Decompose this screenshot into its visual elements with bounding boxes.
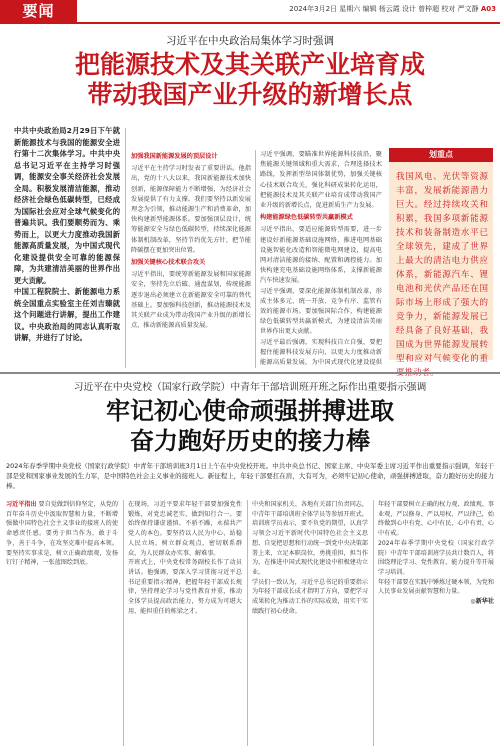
story1-col2-text2: 习近平指出，要统筹新能源发展和国家能源安全，坚持先立后破、通盘谋划，传统能源逐步退出必须建立在新能源安全可靠的替代基础上。要加强科技创新，推动能源技术及其关联产业成为带动我国产业升级的新增长点，推动新能源高质量发展。 — [131, 271, 251, 330]
story1-kicker: 习近平在中央政治局集体学习时强调 — [166, 35, 334, 47]
story1-headline-line2: 带动我国产业升级的新增长点 — [87, 80, 413, 109]
page-number: A03 — [480, 5, 496, 13]
column-divider — [373, 500, 374, 746]
column-divider — [125, 128, 126, 368]
story2-col4-text: 年轻干部要树立正确的权力观、政绩观、事业观，严以修身、严以用权、严以律己，始终做到心中有党、心中有民、心中有责、心中有戒。 2024年春季学期中央党校（国家行政学院）中青年干部培训班学员共计数百人，将围绕理论学习、党性教育、能力提升等开展学习培训。 年轻干部要在实践中锤炼过硬本领，为党和人民事业发展贡献智慧和力量。 — [378, 501, 494, 596]
top-rule — [0, 22, 500, 24]
story1-headline — [0, 50, 500, 110]
story1-column-2 — [131, 150, 251, 368]
story2-byline: ◎新华社 — [470, 598, 494, 606]
story2-kicker: 习近平在中央党校（国家行政学院）中青年干部培训班开班之际作出重要指示强调 — [73, 382, 427, 393]
story2-headline-line2: 奋力跑好历史的接力棒 — [130, 426, 370, 455]
story1-column-3 — [260, 150, 382, 368]
story2-column-4 — [378, 500, 494, 746]
story1-col3-text1: 习近平强调，要瞄准世界能源科技前沿，聚焦能源关键领域和重大需求，合理选择技术路线，发挥新型举国体制优势，加强关键核心技术联合攻关，强化科研成果转化运用，把能源技术及其关联产业培育成带动我国产业升级的新增长点，促进新质生产力发展。 — [260, 151, 382, 210]
column-divider — [123, 500, 124, 746]
story1-subhead-1: 加强我国新能源发展的顶层设计 — [131, 153, 218, 160]
story2-col2-text: 在现场，习近平要求年轻干部要加强党性锻炼，对党忠诚老实，做到知行合一。要始终保持谦虚谨慎、不骄不躁，永葆共产党人的本色。要坚持以人民为中心，站稳人民立场，树立群众观点，密切联系群众，为人民群众办实事、解难事。 开班式上，中央党校常务副校长作了动员讲话。他强调，要深入学习贯彻习近平总书记重要指示精神，把握年轻干部成长规律，坚持理论学习与党性教育并重，推动全体学员提高政治能力，努力成为可堪大用、能担重任的栋梁之才。 — [128, 501, 242, 615]
section-tag: 要闻 — [0, 0, 77, 22]
column-divider — [255, 150, 256, 368]
masthead — [0, 0, 500, 22]
story2-headline-line1: 牢记初心使命顽强拼搏进取 — [106, 396, 394, 425]
story2-col1-text: 要自觉做到信仰坚定，从党的百年奋斗历史中汲取智慧和力量，不断增强做中国特色社会主义事业的接班人的使命感责任感。要勇于担当作为，敢于斗争，善于斗争，在攻坚克难中提高本领。要坚持实事求是，树立正确政绩观，发扬钉钉子精神，一张蓝图绘到底。 — [6, 501, 118, 567]
sidebar-text: 我国风电、光伏等资源丰富，发展新能源潜力巨大。经过持续攻关和积累，我国多项新能源技术和装备制造水平已全球领先，建成了世界上最大的清洁电力供应体系，新能源汽车、锂电池和光伏产品还在国际市场上形成了强大的竞争力，新能源发展已经具备了良好基础，我国成为世界能源发展转型和应对气候变化的重 — [396, 172, 488, 364]
story1-lead: 中共中央政治局2月29日下午就新能源技术与我国的能源安全进行第十二次集体学习。中共中央总书记习近平在主持学习时强调，能源安全事关经济社会发展全局。积极发展清洁能源，推动经济社会绿色低碳转型，已经成为国际社会应对全球气候变化的普遍共识。我们要顺势而为、乘势而上，以更大力度推动我国新能源高质量发展，为中国式现代化建设提供安全可靠的能源保障，为共建清洁美丽的世界作出更大贡献。 中国工程院院士、新能源电力系统全国重点实验室主任刘吉臻就这个问题进行讲解，提出工作建议。中央政治局的同志认真听取讲解，并进行了讨论。 — [14, 126, 120, 342]
edition-line — [289, 4, 496, 14]
story2-headline — [0, 396, 500, 456]
story2-column-3 — [252, 500, 368, 746]
story2-column-1 — [6, 500, 118, 746]
date-line: 2024年3月2日 星期六 编辑 杨云霞 设计 曾梓超 校对 严文静 — [289, 5, 479, 13]
story1-headline-line1: 把能源技术及其关联产业培育成 — [74, 50, 425, 79]
story2-column-2 — [128, 500, 242, 746]
section-divider — [0, 372, 500, 374]
story2-lead: 2024年春季学期中央党校（国家行政学院）中青年干部培训班3月1日上午在中央党校开班。中共中央总书记、国家主席、中央军委主席习近平作出重要指示强调，年轻干部是党和国家事业发展的生力军，是中国特色社会主义事业的接班人。新征程上，年轻干部要扛在肩，大有可为，必须牢记初心使命，顽强拼搏进取，奋力跑好历史的接力棒。 — [6, 462, 494, 490]
sidebar-title: 划重点 — [389, 148, 493, 162]
story2-col3-text: 中央和国家机关、各地有关部门负责同志，中青年干部培训班全体学员等参加开班式。 培训班学员表示，要不负党的期望，认真学习领会习近平新时代中国特色社会主义思想，自觉把思想和行动统一到党中央决策部署上来，立足本职岗位，勇挑重担，担当作为，在推进中国式现代化建设中积极建功立业。 学员们一致认为，习近平总书记的重要指示为年轻干部成长成才指明了方向，要把学习成果转化为推动工作的实际成效，用实干实绩践行初心使命。 — [252, 501, 368, 615]
story1-subhead-2: 加强关键核心技术联合攻关 — [131, 259, 206, 267]
story1-col3-text2: 习近平指出，要适应能源转型需要，进一步建设好新能源基础设施网络，推进电网基础设施智能化改造和智能微电网建设，提高电网对清洁能源的接纳、配置和调控能力。加快构建充电基础设施网络体系，支撑新能源汽车快速发展。 习近平强调，要深化能源体制机制改革，形成主体多元、统一开放、竞争有序、监管有效的能源市场。要加强国际合作，构建能源绿色低碳转型共赢新模式，为建设清洁美丽世界作出更大贡献。 习近平最后强调，实现科技自立自强，要把握住能源科技发展方向，以更大力度推动新能源高质量发展，为中国式现代化建设提供 — [260, 226, 382, 367]
column-divider — [247, 500, 248, 746]
story2-subhead: 习近平指出 — [6, 501, 37, 508]
story1-subhead-3: 构建能源绿色低碳转型共赢新模式 — [260, 214, 353, 222]
story1-col2-text1: 习近平在主持学习时发表了重要讲话。他指出，党的十八大以来，我国新能源技术加快创新，能源保障能力不断增强，为经济社会发展提供了有力支撑。我们要坚持以新发展理念为引领，推动能源生产和消费革命，加快构建新型能源体系。要加强顶层设计，统筹能源安全与绿色低碳转型，持续深化能源体制机制改革，坚持节约优先方针，把节能降碳摆在更加突出位置。 — [131, 165, 251, 254]
